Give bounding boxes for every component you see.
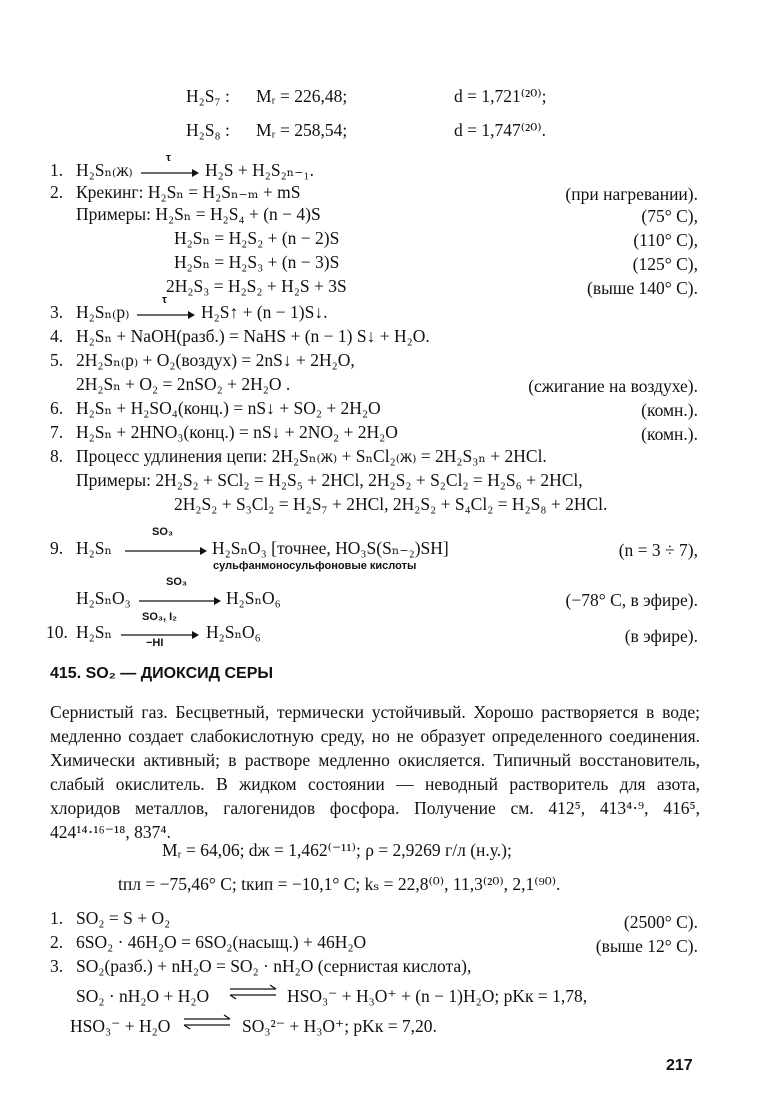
reaction-condition: (сжигание на воздухе). — [528, 376, 698, 396]
equilibrium-right: SO₃²⁻ + H₃O⁺; pKк = 7,20. — [242, 1016, 437, 1036]
arrow-label: SO₃, I₂ — [142, 611, 178, 623]
equilibrium-right: HSO₃⁻ + H₃O⁺ + (n − 1)H₂O; pKк = 1,78, — [287, 986, 588, 1006]
reaction-text: H₂Sₙ = H₂S₃ + (n − 3)S — [174, 252, 340, 272]
reaction-number: 10. — [46, 622, 68, 642]
formula-h2s7: H₂S₇ : — [186, 86, 230, 106]
acid-class-caption: сульфанмоносульфоновые кислоты — [213, 560, 417, 572]
reaction-left: H₂Sₙ₍р₎ — [76, 302, 130, 322]
reaction-condition: (n = 3 ÷ 7), — [618, 540, 698, 560]
reaction-condition: (комн.). — [641, 400, 698, 420]
reaction-text: 2H₂Sₙ + O₂ = 2nSO₂ + 2H₂O . — [76, 374, 291, 394]
page-number: 217 — [666, 1057, 693, 1074]
section-heading: 415. SO₂ — ДИОКСИД СЕРЫ — [50, 665, 274, 682]
reaction-text: H₂Sₙ + NaOH(разб.) = NaHS + (n − 1) S↓ + H₂O. — [76, 326, 430, 346]
reaction-number: 2. — [50, 182, 64, 202]
reaction-number: 1. — [50, 908, 64, 928]
reaction-number: 2. — [50, 932, 64, 952]
reaction-condition: (110° C), — [633, 230, 698, 250]
equilibrium-arrow — [180, 1012, 234, 1032]
reaction-text: Крекинг: H₂Sₙ = H₂Sₙ₋ₘ + mS — [76, 182, 301, 202]
equilibrium-left: HSO₃⁻ + H₂O — [70, 1016, 171, 1036]
reaction-arrow — [124, 536, 208, 558]
reaction-text: Примеры: 2H₂S₂ + SCl₂ = H₂S₅ + 2HCl, 2H₂S₂ + S₂Cl₂ = H₂S₆ + 2HCl, — [76, 470, 583, 490]
reaction-text: H₂Sₙ + 2HNO₃(конц.) = nS↓ + 2NO₂ + 2H₂O — [76, 422, 398, 442]
reaction-left: H₂Sₙ₍ж₎ — [76, 160, 133, 180]
mass-h2s8: Mᵣ = 258,54; — [256, 120, 348, 140]
reaction-condition: (75° C), — [641, 206, 698, 226]
reaction-right: H₂S + H₂S₂ₙ₋₁. — [205, 160, 314, 180]
reaction-right: H₂SₙO₆ — [206, 622, 261, 642]
reaction-number: 9. — [50, 538, 64, 558]
reaction-text: Примеры: H₂Sₙ = H₂S₄ + (n − 4)S — [76, 204, 321, 224]
reaction-text: H₂Sₙ + H₂SO₄(конц.) = nS↓ + SO₂ + 2H₂O — [76, 398, 381, 418]
reaction-text: 2H₂S₂ + S₃Cl₂ = H₂S₇ + 2HCl, 2H₂S₂ + S₄Cl₂ = H₂S₈ + 2HCl. — [174, 494, 608, 514]
reaction-number: 3. — [50, 302, 64, 322]
section-description: Сернистый газ. Бесцветный, термически устойчивый. Хорошо растворяется в воде; медленно создает слабокислотную среду, но не образует определенного соединения. Химически активный; в растворе медленно окисляется. Типичный восстановитель, слабый окислитель. В жидком состоянии — неводный растворитель для азота, хлоридов металлов, галогенидов фосфора. Получение см. 412⁵, 413⁴·⁹, 416⁵, 424¹⁴·¹⁶⁻¹⁸, 837⁴. — [50, 702, 700, 842]
reaction-text: SO₂ = S + O₂ — [76, 908, 171, 928]
reaction-text: H₂Sₙ = H₂S₂ + (n − 2)S — [174, 228, 340, 248]
reaction-number: 1. — [50, 160, 64, 180]
equilibrium-left: SO₂ · nH₂O + H₂O — [76, 986, 210, 1006]
reaction-left: H₂Sₙ — [76, 622, 113, 642]
arrow-label: SO₃ — [152, 526, 173, 538]
reaction-number: 5. — [50, 350, 64, 370]
arrow-label: τ — [162, 294, 167, 306]
equilibrium-arrow — [226, 982, 280, 1002]
reaction-text: 2H₂Sₙ₍р₎ + O₂(воздух) = 2nS↓ + 2H₂O, — [76, 350, 355, 370]
arrow-label: τ — [166, 152, 171, 164]
arrow-label: SO₃ — [166, 576, 187, 588]
reaction-right: H₂SₙO₆ — [226, 588, 281, 608]
reaction-number: 6. — [50, 398, 64, 418]
reaction-number: 3. — [50, 956, 64, 976]
properties-line-2: tпл = −75,46° C; tкип = −10,1° C; kₛ = 22,8⁽⁰⁾, 11,3⁽²⁰⁾, 2,1⁽⁹⁰⁾. — [118, 874, 561, 894]
density-h2s8: d = 1,747⁽²⁰⁾. — [454, 120, 546, 140]
arrow-label-below: −HI — [146, 637, 164, 649]
properties-line-1: Mᵣ = 64,06; dж = 1,462⁽⁻¹¹⁾; ρ = 2,9269 г/л (н.у.); — [162, 840, 512, 860]
reaction-text: Процесс удлинения цепи: 2H₂Sₙ₍ж₎ + SₙCl₂₍ж₎ = 2H₂S₃ₙ + 2HCl. — [76, 446, 547, 466]
reaction-right: H₂SₙO₃ [точнее, HO₃S(Sₙ₋₂)SH] — [212, 538, 449, 558]
formula-h2s8: H₂S₈ : — [186, 120, 230, 140]
reaction-condition: (2500° C). — [623, 912, 698, 932]
reaction-number: 8. — [50, 446, 64, 466]
reaction-number: 4. — [50, 326, 64, 346]
reaction-condition: (в эфире). — [624, 626, 698, 646]
reaction-text: 2H₂S₃ = H₂S₂ + H₂S + 3S — [166, 276, 347, 296]
mass-h2s7: Mᵣ = 226,48; — [256, 86, 348, 106]
reaction-condition: (комн.). — [641, 424, 698, 444]
reaction-left: H₂SₙO₃ — [76, 588, 131, 608]
density-h2s7: d = 1,721⁽²⁰⁾; — [454, 86, 547, 106]
reaction-number: 7. — [50, 422, 64, 442]
reaction-condition: (125° C), — [632, 254, 698, 274]
reaction-text: 6SO₂ · 46H₂O = 6SO₂(насыщ.) + 46H₂O — [76, 932, 367, 952]
reaction-left: H₂Sₙ — [76, 538, 113, 558]
reaction-text: SO₂(разб.) + nH₂O = SO₂ · nH₂O (сернистая кислота), — [76, 956, 472, 976]
reaction-arrow — [138, 586, 222, 608]
reaction-condition: (при нагревании). — [565, 184, 698, 204]
reaction-condition: (выше 12° C). — [595, 936, 698, 956]
reaction-right: H₂S↑ + (n − 1)S↓. — [201, 302, 328, 322]
reaction-condition: (−78° C, в эфире). — [565, 590, 698, 610]
reaction-condition: (выше 140° C). — [587, 278, 698, 298]
